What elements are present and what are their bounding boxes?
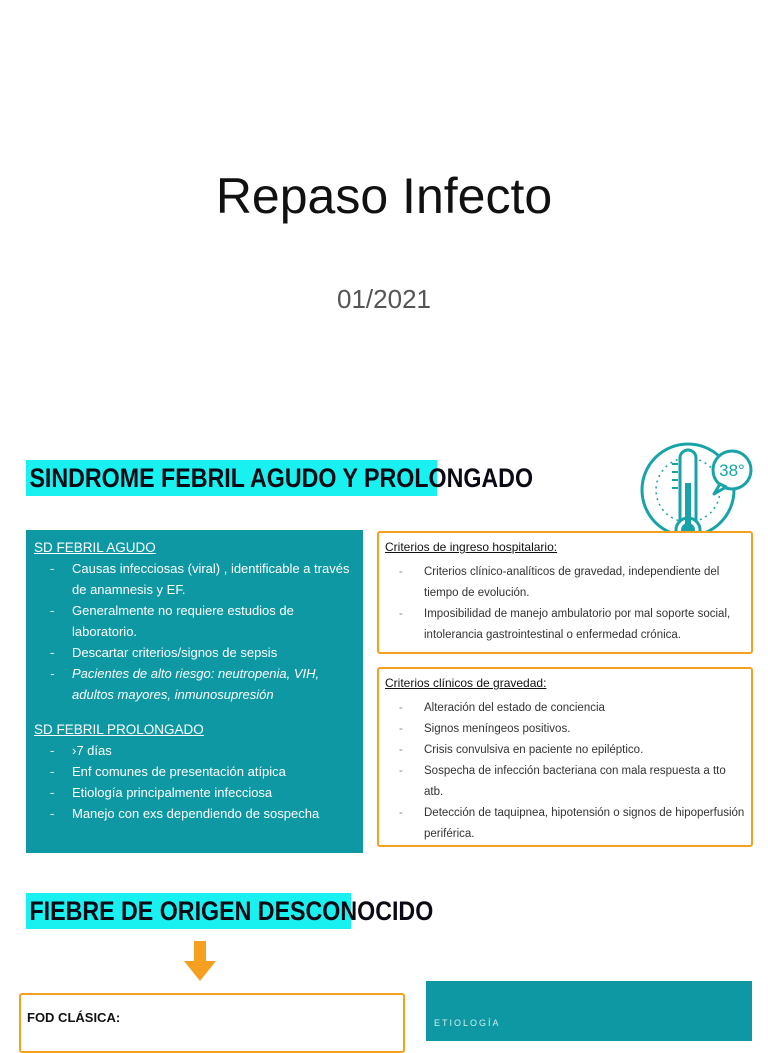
list-item: - Descartar criterios/signos de sepsis: [34, 642, 355, 663]
list-item: - Detección de taquipnea, hipotensión o signos de hipoperfusión periférica.: [379, 803, 751, 845]
etiologia-label: ETIOLOGÍA: [434, 1018, 501, 1028]
criterios-gravedad-box: [377, 667, 753, 847]
presentation-date: 01/2021: [337, 284, 431, 314]
fod-clasica-title: FOD CLÁSICA:: [27, 1010, 121, 1025]
criterios-gravedad-list: [379, 698, 751, 845]
section-heading-fod: FIEBRE DE ORIGEN DESCONOCIDO: [26, 893, 351, 929]
list-item: - Signos meníngeos positivos.: [379, 719, 751, 740]
criterios-ingreso-title: Criterios de ingreso hospitalario:: [385, 540, 558, 554]
sd-febril-agudo-title: SD FEBRIL AGUDO: [34, 540, 156, 555]
criterios-ingreso-box: [377, 531, 753, 654]
list-item: - Alteración del estado de conciencia: [379, 698, 751, 719]
sd-febril-prolongado-title: SD FEBRIL PROLONGADO: [34, 722, 204, 737]
list-item: - Pacientes de alto riesgo: neutropenia, VIH, adultos mayores, inmunosupresión: [34, 663, 355, 705]
thermometer-temperature-label: 38°: [719, 461, 745, 480]
criterios-gravedad-title: Criterios clínicos de gravedad:: [385, 676, 547, 690]
list-item: - Etiología principalmente infecciosa: [34, 782, 355, 803]
sd-febril-agudo-list: [34, 558, 355, 705]
list-item: - Imposibilidad de manejo ambulatorio por mal soporte social, intolerancia gastrointestinal o enfermedad crónica.: [379, 604, 751, 646]
list-item: - Generalmente no requiere estudios de laboratorio.: [34, 600, 355, 642]
sd-febril-panel: [26, 530, 363, 853]
presentation-title: Repaso Infecto: [215, 168, 553, 224]
list-item: - Crisis convulsiva en paciente no epiléptico.: [379, 740, 751, 761]
sd-febril-prolongado-list: [34, 740, 355, 824]
list-item: - Enf comunes de presentación atípica: [34, 761, 355, 782]
criterios-ingreso-list: [379, 562, 751, 646]
arrow-down-icon: [184, 941, 216, 981]
section-heading-sindrome-febril: SINDROME FEBRIL AGUDO Y PROLONGADO: [26, 460, 437, 496]
list-item: - Manejo con exs dependiendo de sospecha: [34, 803, 355, 824]
fod-clasica-box: [19, 993, 405, 1053]
list-item: - ›7 días: [34, 740, 355, 761]
list-item: - Causas infecciosas (viral) , identificable a través de anamnesis y EF.: [34, 558, 355, 600]
list-item: - Criterios clínico-analíticos de gravedad, independiente del tiempo de evolución.: [379, 562, 751, 604]
list-item: - Sospecha de infección bacteriana con mala respuesta a tto atb.: [379, 761, 751, 803]
etiologia-panel: [426, 981, 752, 1041]
